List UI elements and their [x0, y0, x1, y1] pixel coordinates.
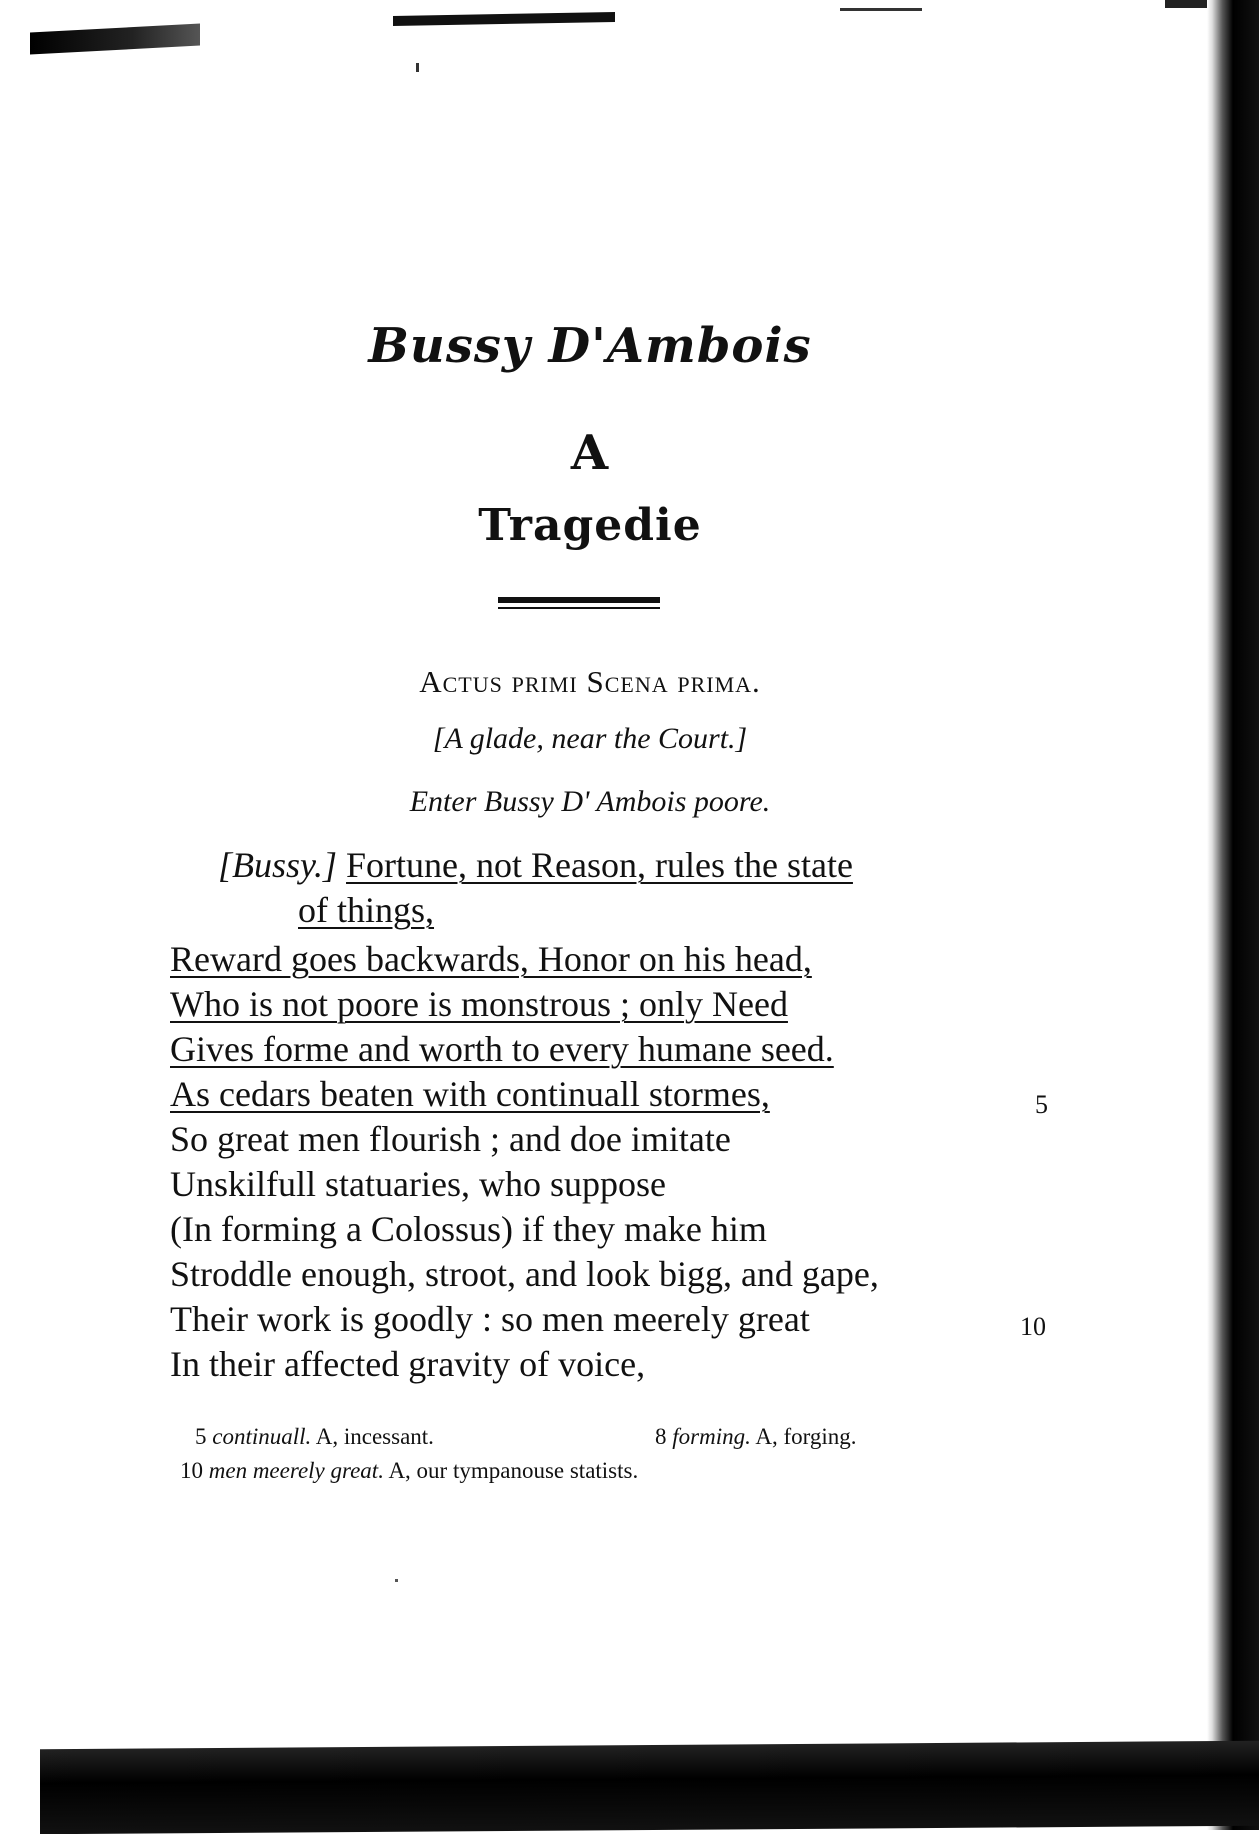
footnote-line-5 [195, 1424, 434, 1450]
footnote-10-note: A, our tympanouse statists. [388, 1458, 639, 1483]
scan-artifact-top-right-small [840, 8, 922, 11]
scan-artifact-top-left [30, 24, 200, 55]
scan-artifact-bottom-edge [40, 1741, 1259, 1834]
verse-line-1 [218, 847, 853, 883]
line-number-5: 5 [1035, 1090, 1048, 1119]
footnote-5-word: continuall. [212, 1424, 312, 1449]
verse-line-5: As cedars beaten with continuall stormes, [170, 1074, 770, 1114]
verse-line-9: Stroddle enough, stroot, and look bigg, and gape, [170, 1254, 879, 1294]
verse-line-4: Gives forme and worth to every humane seed. [170, 1029, 834, 1069]
footnote-8-note: A, forging. [755, 1424, 857, 1449]
verse-line-6: So great men flourish ; and doe imitate [170, 1119, 731, 1159]
play-title-article: A [570, 425, 610, 481]
verse-line-1-text: Fortune, not Reason, rules the state [346, 845, 853, 885]
scan-artifact-top-middle [393, 12, 615, 26]
stage-direction: Enter Bussy D' Ambois poore. [409, 785, 771, 818]
footnote-10-number: 10 [180, 1458, 203, 1483]
verse-line-8: (In forming a Colossus) if they make him [170, 1209, 767, 1249]
scene-setting: [A glade, near the Court.] [432, 722, 748, 755]
speaker-name: [Bussy.] [218, 845, 338, 885]
verse-line-2: Reward goes backwards, Honor on his head, [170, 939, 812, 979]
footnote-5-note: A, incessant. [315, 1424, 434, 1449]
title-rule-thin [498, 607, 660, 609]
verse-line-3: Who is not poore is monstrous ; only Need [170, 984, 788, 1024]
verse-line-11: In their affected gravity of voice, [170, 1344, 646, 1384]
play-subtitle: Tragedie [478, 500, 702, 551]
footnote-line-8 [655, 1424, 856, 1450]
footnote-5-number: 5 [195, 1424, 207, 1449]
act-scene-heading: Actus primi Scena prima. [419, 664, 761, 699]
footnote-10-word: men meerely great. [208, 1458, 384, 1483]
play-title: Bussy D'Ambois [368, 318, 812, 374]
verse-line-7: Unskilfull statuaries, who suppose [170, 1164, 666, 1204]
scan-artifact-speck [416, 63, 419, 72]
footnote-8-word: forming. [672, 1424, 751, 1449]
book-spine-shadow [1207, 0, 1259, 1830]
line-number-10: 10 [1020, 1312, 1046, 1341]
verse-line-10: Their work is goodly : so men meerely great [170, 1299, 810, 1339]
scan-artifact-speck-lower [395, 1579, 398, 1582]
title-rule-thick [498, 597, 660, 603]
footnote-line-10 [180, 1458, 638, 1484]
verse-line-1-continuation: of things, [298, 890, 435, 930]
footnote-8-number: 8 [655, 1424, 667, 1449]
